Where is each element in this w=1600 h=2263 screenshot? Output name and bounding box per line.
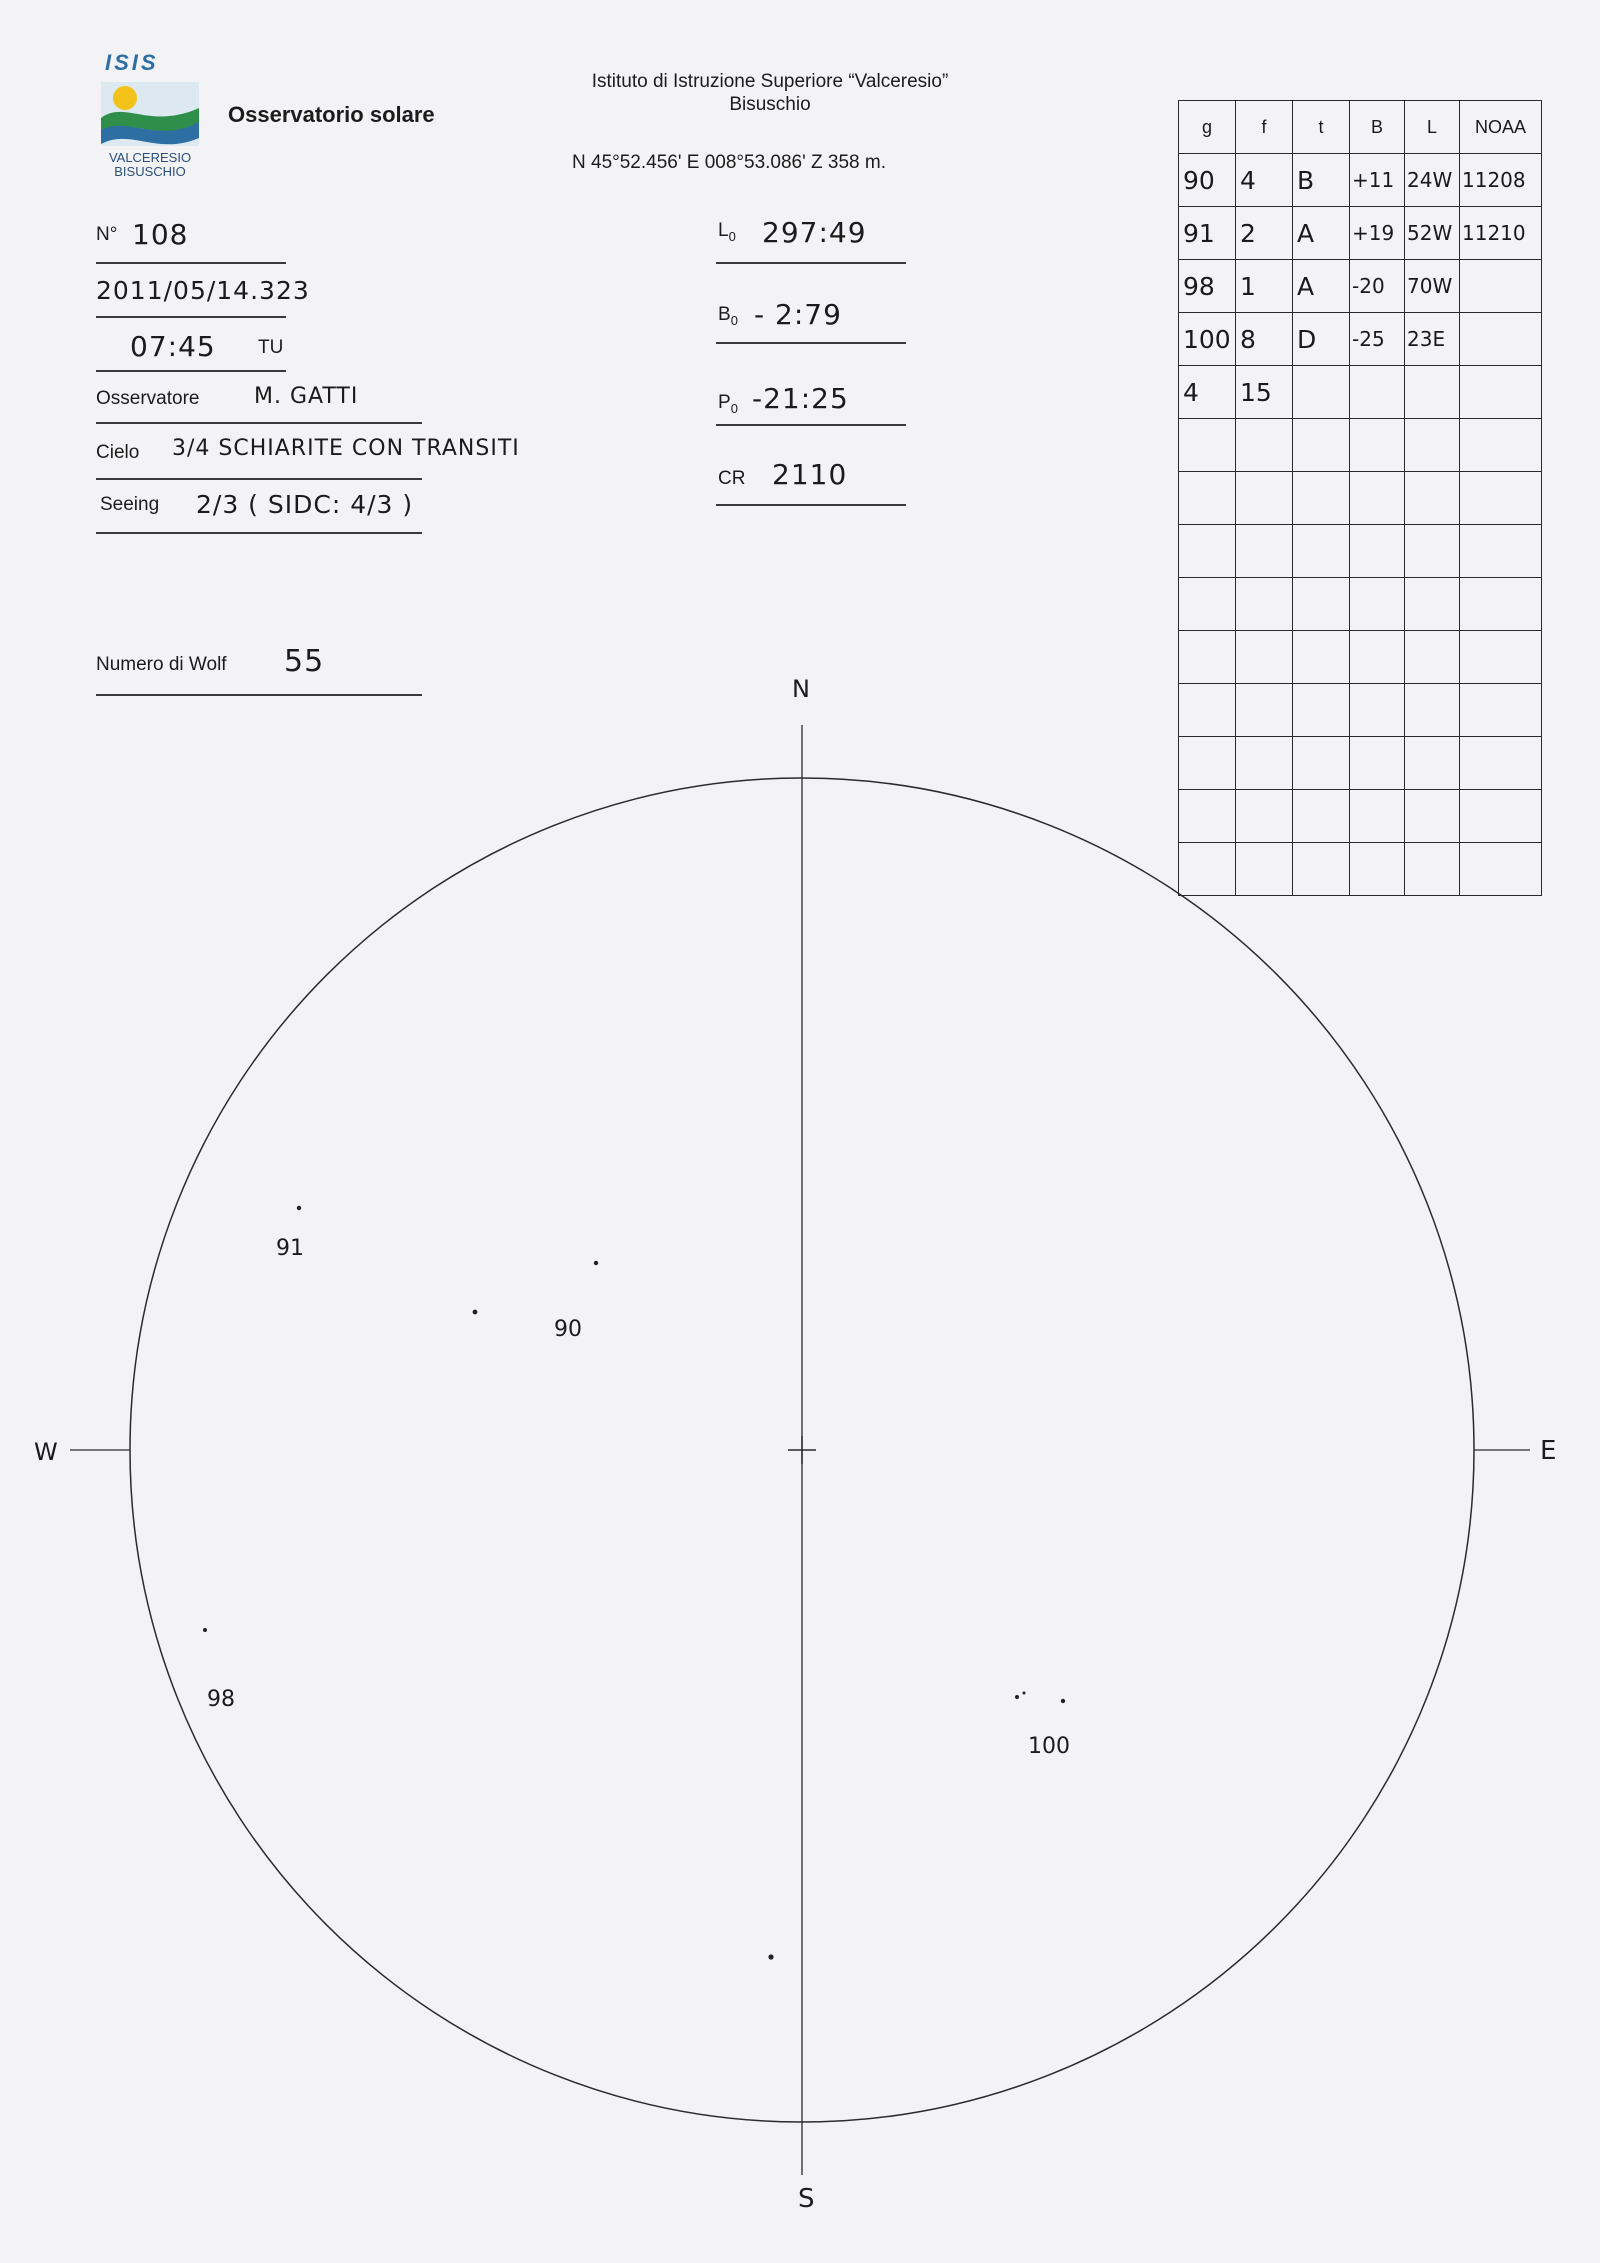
cell-l: 24W [1405,154,1460,207]
west-label: W [34,1438,58,1466]
cell-b: +11 [1350,154,1405,207]
observer-label: Osservatore [96,388,200,409]
date-value: 2011/05/14.323 [96,276,310,305]
group-label-100: 100 [1028,1734,1070,1759]
seeing-value: 2/3 ( SIDC: 4/3 ) [196,490,414,519]
group-label-98: 98 [207,1687,235,1712]
cell-b: +19 [1350,207,1405,260]
p0-value: -21:25 [752,382,849,415]
p0-label: $P_0$ [718,392,738,416]
header-g: g [1179,101,1236,154]
header-b: B [1350,101,1405,154]
group-label-91: 91 [276,1236,304,1261]
cell-t: B [1293,154,1350,207]
sunspot-group-100-b [1023,1692,1026,1695]
cell-g: 91 [1179,207,1236,260]
cell-b: -20 [1350,260,1405,313]
cell-l: 52W [1405,207,1460,260]
time-value: 07:45 [130,330,216,363]
header-l: L [1405,101,1460,154]
group-label-90: 90 [554,1317,582,1342]
school-town: Bisuschio [729,94,811,115]
sunspot-group-91 [297,1206,301,1210]
cr-label: CR [718,468,746,489]
b0-value: - 2:79 [754,298,842,331]
cell-f: 15 [1236,366,1293,419]
observatory-title: Osservatorio solare [228,102,435,127]
sky-label: Cielo [96,442,140,463]
l0-subscript: 0 [728,228,736,244]
time-unit-label: TU [258,337,284,358]
number-label: N° [96,224,118,245]
number-value: 108 [132,218,189,251]
cell-f: 2 [1236,207,1293,260]
b0-subscript: 0 [730,312,738,328]
sunspot-group-90-b [473,1310,478,1315]
header-noaa: NOAA [1460,101,1542,154]
cell-l: 70W [1405,260,1460,313]
station-coordinates: N 45°52.456' E 008°53.086' Z 358 m. [572,152,886,173]
cell-g: 90 [1179,154,1236,207]
seeing-label: Seeing [100,494,160,515]
cr-value: 2110 [772,458,848,491]
sunspot-group-100-c [1061,1699,1065,1703]
cell-f: 8 [1236,313,1293,366]
cell-l: 23E [1405,313,1460,366]
wolf-number-label: Numero di Wolf [96,654,227,675]
cell-f: 4 [1236,154,1293,207]
header-f: f [1236,101,1293,154]
sunspot-isolated [768,1954,773,1959]
south-label: S [798,2184,815,2214]
logo-text: ISIS [105,50,159,75]
school-name: Istituto di Istruzione Superiore “Valceresio” [591,71,949,92]
b0-label: $B_0$ [718,304,738,328]
cell-f: 1 [1236,260,1293,313]
header-t: t [1293,101,1350,154]
p0-subscript: 0 [730,400,738,416]
cell-noaa: 11208 [1460,154,1542,207]
cell-g: 4 [1179,366,1236,419]
observer-value: M. GATTI [254,384,359,409]
logo-line-2: BISUSCHIO [114,164,186,179]
east-label: E [1540,1436,1557,1466]
cell-b: -25 [1350,313,1405,366]
sky-value: 3/4 SCHIARITE CON TRANSITI [172,436,520,461]
logo-line-1: VALCERESIO [108,150,192,165]
cell-g: 98 [1179,260,1236,313]
wolf-number-value: 55 [284,644,325,679]
cell-t: A [1293,260,1350,313]
cell-noaa: 11210 [1460,207,1542,260]
sunspot-group-98 [203,1628,207,1632]
north-label: N [792,675,810,703]
sunspot-group-100-a [1015,1695,1019,1699]
cell-t: D [1293,313,1350,366]
cell-t: A [1293,207,1350,260]
l0-value: 297:49 [762,216,867,249]
sunspot-group-90-a [594,1261,598,1265]
cell-g: 100 [1179,313,1236,366]
l0-label: $L_0$ [718,220,736,244]
